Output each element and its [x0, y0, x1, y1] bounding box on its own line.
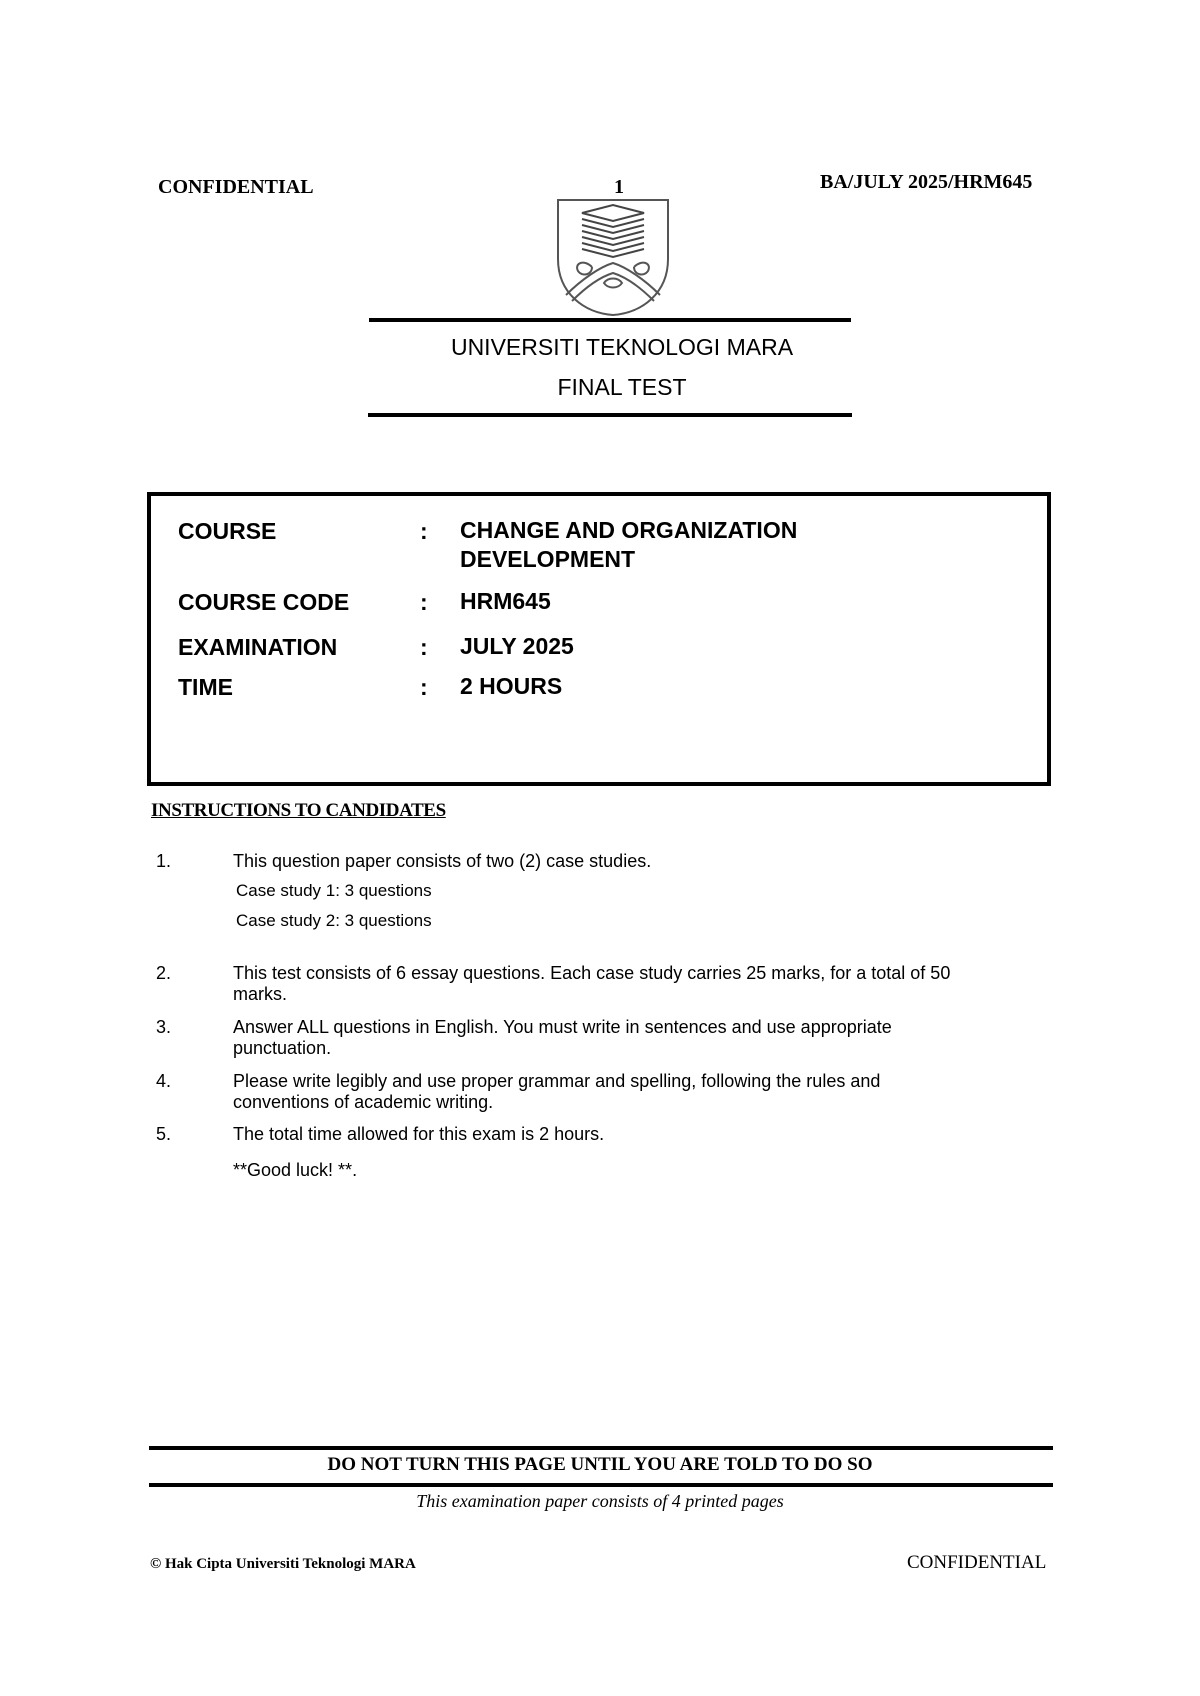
- university-crest-icon: [552, 197, 674, 317]
- instruction-number: 1.: [156, 851, 172, 871]
- paper-code: BA/JULY 2025/HRM645: [820, 171, 1033, 193]
- header-confidential: CONFIDENTIAL: [158, 176, 314, 198]
- course-code-value: HRM645: [460, 588, 551, 614]
- time-label: TIME: [178, 674, 233, 700]
- time-colon: :: [420, 674, 428, 700]
- title-bottom-rule: [368, 413, 852, 417]
- instruction-number: 3.: [156, 1017, 172, 1037]
- examination-colon: :: [420, 634, 428, 660]
- page-number: 1: [614, 176, 624, 198]
- instruction-number: 2.: [156, 963, 172, 983]
- course-colon: :: [420, 518, 428, 544]
- instruction-subitem: Case study 1: 3 questions: [236, 881, 432, 900]
- instruction-text: This question paper consists of two (2) case studies.: [233, 851, 652, 871]
- course-label: COURSE: [178, 518, 277, 544]
- instruction-text: Please write legibly and use proper grammar and spelling, following the rules and conventions of academic writing.: [233, 1071, 881, 1112]
- test-title: FINAL TEST: [557, 374, 687, 400]
- course-code-colon: :: [420, 589, 428, 615]
- closing-message: **Good luck! **.: [233, 1160, 358, 1180]
- course-code-label: COURSE CODE: [178, 589, 350, 615]
- university-name: UNIVERSITI TEKNOLOGI MARA: [450, 334, 794, 360]
- instruction-number: 4.: [156, 1071, 172, 1091]
- course-value: [460, 516, 797, 574]
- footer-top-rule: [149, 1446, 1053, 1450]
- title-top-rule: [369, 318, 851, 322]
- time-value: 2 HOURS: [460, 673, 563, 699]
- do-not-turn-notice: DO NOT TURN THIS PAGE UNTIL YOU ARE TOLD TO DO SO: [327, 1454, 873, 1475]
- instruction-text: This test consists of 6 essay questions. Each case study carries 25 marks, for a total of 50 marks.: [233, 963, 951, 1004]
- course-value-line1: CHANGE AND ORGANIZATION: [460, 517, 798, 543]
- instructions-heading: INSTRUCTIONS TO CANDIDATES: [151, 800, 446, 821]
- footer-confidential: CONFIDENTIAL: [907, 1552, 1047, 1573]
- instruction-number: 5.: [156, 1124, 172, 1144]
- course-value-line2: DEVELOPMENT: [460, 546, 636, 572]
- examination-value: JULY 2025: [460, 633, 574, 659]
- footer-bottom-rule: [149, 1483, 1053, 1487]
- examination-label: EXAMINATION: [178, 634, 338, 660]
- instruction-text: The total time allowed for this exam is 2 hours.: [233, 1124, 605, 1144]
- copyright: © Hak Cipta Universiti Teknologi MARA: [150, 1556, 416, 1572]
- instruction-text: Answer ALL questions in English. You must write in sentences and use appropriate punctuation.: [233, 1017, 892, 1058]
- printed-pages-note: This examination paper consists of 4 printed pages: [416, 1491, 784, 1511]
- instruction-subitem: Case study 2: 3 questions: [236, 911, 432, 930]
